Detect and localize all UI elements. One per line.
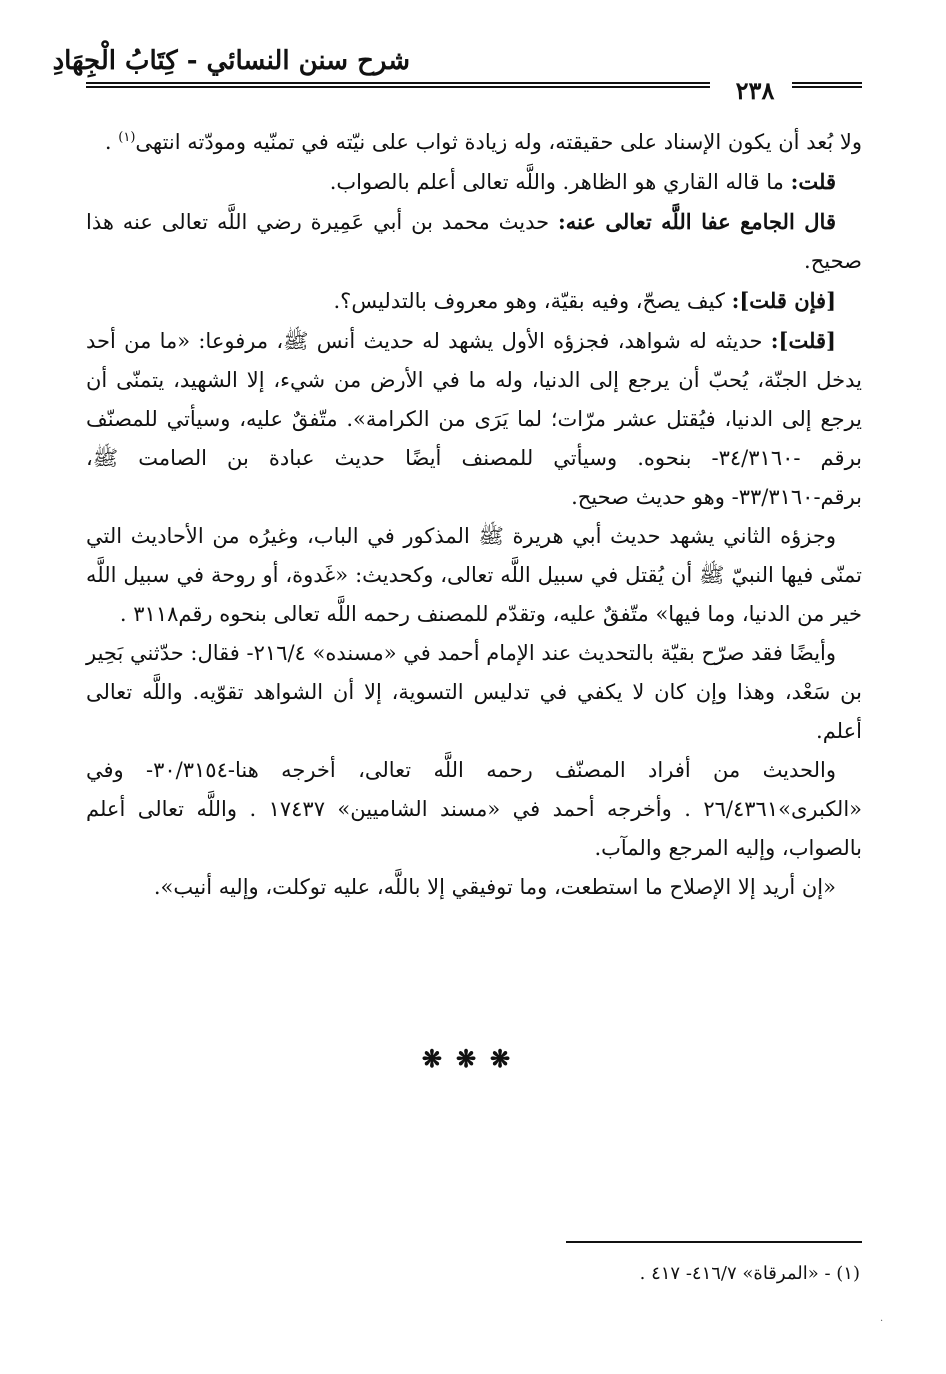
paragraph-1-text: ولا بُعد أن يكون الإسناد على حقيقته، وله زيادة ثواب على نيّته في تمنّيه ومودّته انتهى	[135, 130, 862, 154]
paragraph-4-lead: [فإن قلت]:	[731, 288, 836, 313]
paragraph-5-text: حديثه له شواهد، فجزؤه الأول يشهد له حديث أنس ﷺ، مرفوعا: «ما من أحد يدخل الجنّة، يُحبّ أن يرجع إلى الدنيا، وله ما في الأرض من شيء، إلا الشهيد، يتمنّى أن يرجع إلى الدنيا، فيُقتل عشر مرّات؛ لما يَرَى من الكرامة». متّفقٌ عليه، وسيأتي للمصنّف برقم -٣٤/٣١٦٠- بنحوه. وسيأتي للمصنف أيضًا حديث عبادة بن الصامت ﷺ، برقم-٣٣/٣١٦٠- وهو حديث صحيح.	[86, 329, 862, 509]
paragraph-5	[86, 321, 862, 517]
paragraph-3	[86, 202, 862, 281]
section-divider-stars: ❋❋❋	[421, 1044, 525, 1073]
paragraph-3-text: حديث محمد بن أبي عَمِيرة رضي اللَّه تعالى عنه هذا صحيح.	[86, 210, 862, 273]
paragraph-9: «إن أريد إلا الإصلاح ما استطعت، وما توفيقي إلا باللَّه، عليه توكلت، وإليه أنيب».	[153, 875, 836, 899]
running-title: شرح سنن النسائي - كِتَابُ الْجِهَادِ	[52, 46, 410, 76]
paragraph-2	[86, 162, 862, 202]
paragraph-4-text: كيف يصحّ، وفيه بقيّة، وهو معروف بالتدليس؟.	[333, 289, 725, 313]
paragraph-2-lead: قلت:	[790, 169, 836, 194]
page-number: ٢٣٨	[735, 76, 775, 105]
header-rule-right	[792, 82, 862, 88]
paragraph-2-text: ما قاله القاري هو الظاهر. واللَّه تعالى أعلم بالصواب.	[329, 170, 784, 194]
scan-mark: ·	[880, 1316, 884, 1327]
paragraph-8: والحديث من أفراد المصنّف رحمه اللَّه تعالى، أخرجه هنا-٣٠/٣١٥٤- وفي «الكبرى»٢٦/٤٣٦١ . وأخرجه أحمد في «مسند الشاميين» ١٧٤٣٧ . واللَّه تعالى أعلم بالصواب، وإليه المرجع والمآب.	[86, 758, 862, 860]
footnote-reference: (١)	[118, 130, 136, 145]
paragraph-1-end: .	[104, 130, 112, 154]
paragraph-4	[86, 281, 862, 321]
footnote: (١) - «المرقاة» ٤١٦/٧- ٤١٧ .	[639, 1263, 860, 1284]
paragraph-5-lead: [قلت]:	[770, 328, 836, 353]
paragraph-6: وجزؤه الثاني يشهد حديث أبي هريرة ﷺ المذكور في الباب، وغيرُه من الأحاديث التي تمنّى فيها النبيّ ﷺ أن يُقتل في سبيل اللَّه تعالى، وكحديث: «غَدوة، أو روحة في سبيل اللَّه خير من الدنيا، وما فيها» متّفقٌ عليه، وتقدّم للمصنف رحمه اللَّه تعالى بنحوه رقم٣١١٨ .	[86, 524, 862, 626]
paragraph-7: وأيضًا فقد صرّح بقيّة بالتحديث عند الإمام أحمد في «مسنده» ٢١٦/٤- فقال: حدّثني بَحِير بن سَعْد، وهذا وإن كان لا يكفي في تدليس التسوية، إلا أن الشواهد تقوّيه. واللَّه تعالى أعلم.	[86, 641, 862, 743]
footnote-separator	[566, 1241, 862, 1243]
paragraph-1	[86, 123, 862, 162]
paragraph-3-lead: قال الجامع عفا اللَّه تعالى عنه:	[558, 209, 836, 234]
header-rule-left	[86, 82, 710, 88]
main-text	[86, 123, 862, 907]
